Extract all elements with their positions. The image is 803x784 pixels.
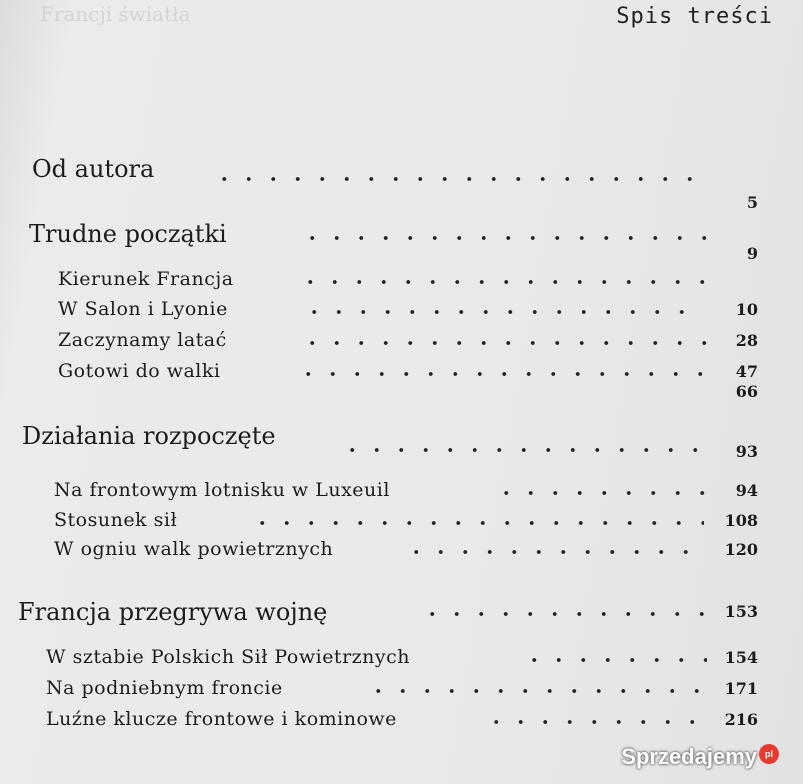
- dot-leader: [300, 337, 710, 349]
- dot-leader: [212, 173, 712, 185]
- entry-page: 28: [735, 331, 758, 350]
- entry-title: Trudne początki: [29, 220, 227, 248]
- dot-leader: [300, 232, 720, 244]
- watermark-badge: pl: [759, 744, 779, 764]
- entry-page: 108: [724, 511, 758, 530]
- dot-leader: [366, 685, 706, 697]
- toc-entry: [0, 708, 803, 738]
- toc-entry: [0, 380, 803, 410]
- toc-entry: [0, 220, 803, 263]
- toc-entry: [0, 538, 803, 568]
- toc-entry: [0, 298, 803, 328]
- toc-entry: [0, 329, 803, 359]
- entry-title: Na frontowym lotnisku w Luxeuil: [54, 479, 390, 501]
- entry-page: 66: [735, 382, 758, 401]
- toc-entry: [0, 509, 803, 539]
- dot-leader: [420, 608, 705, 620]
- toc-entry: [0, 646, 803, 676]
- entry-title: Kierunek Francja: [58, 268, 234, 290]
- entry-title: W sztabie Polskich Sił Powietrznych: [46, 646, 411, 668]
- dot-leader: [340, 444, 710, 456]
- entry-page: 47: [735, 362, 758, 381]
- entry-title: Francja przegrywa wojnę: [18, 598, 328, 626]
- entry-page: 120: [724, 540, 758, 559]
- dot-leader: [522, 654, 707, 666]
- page-header: Spis treści: [616, 4, 773, 29]
- entry-title: Gotowi do walki: [58, 360, 221, 382]
- entry-title: W ogniu walk powietrznych: [54, 538, 334, 560]
- toc-entry: [0, 677, 803, 707]
- entry-page: 154: [724, 648, 758, 667]
- entry-page: 94: [735, 481, 758, 500]
- entry-title: Stosunek sił: [54, 509, 178, 531]
- entry-title: Na podniebnym froncie: [46, 677, 283, 699]
- entry-title: W Salon i Lyonie: [58, 298, 228, 320]
- toc-entry: [0, 268, 803, 298]
- toc-entry: [0, 155, 803, 212]
- dot-leader: [296, 368, 711, 380]
- dot-leader: [404, 546, 704, 558]
- entry-page: 171: [724, 679, 758, 698]
- dot-leader: [298, 276, 708, 288]
- dot-leader: [484, 716, 709, 728]
- toc-entry: [0, 479, 803, 509]
- dot-leader: [302, 306, 702, 318]
- dot-leader: [494, 487, 712, 499]
- entry-title: Działania rozpoczęte: [22, 422, 276, 450]
- entry-title: Zaczynamy latać: [58, 329, 227, 351]
- entry-page: 216: [724, 710, 758, 729]
- dot-leader: [250, 517, 704, 529]
- entry-title: Od autora: [32, 155, 155, 183]
- bleed-through-text: Francji światła: [40, 2, 191, 26]
- entry-page: 9: [746, 244, 758, 263]
- entry-page: 5: [746, 193, 758, 212]
- entry-page: 10: [735, 300, 758, 319]
- watermark-text: Sprzedajemy: [621, 744, 757, 769]
- entry-page: 153: [724, 602, 758, 621]
- watermark: [621, 744, 779, 770]
- toc-entry: [0, 422, 803, 461]
- toc-entry: [0, 598, 803, 628]
- entry-title: Luźne klucze frontowe i kominowe: [46, 708, 397, 730]
- entry-page: 93: [735, 442, 758, 461]
